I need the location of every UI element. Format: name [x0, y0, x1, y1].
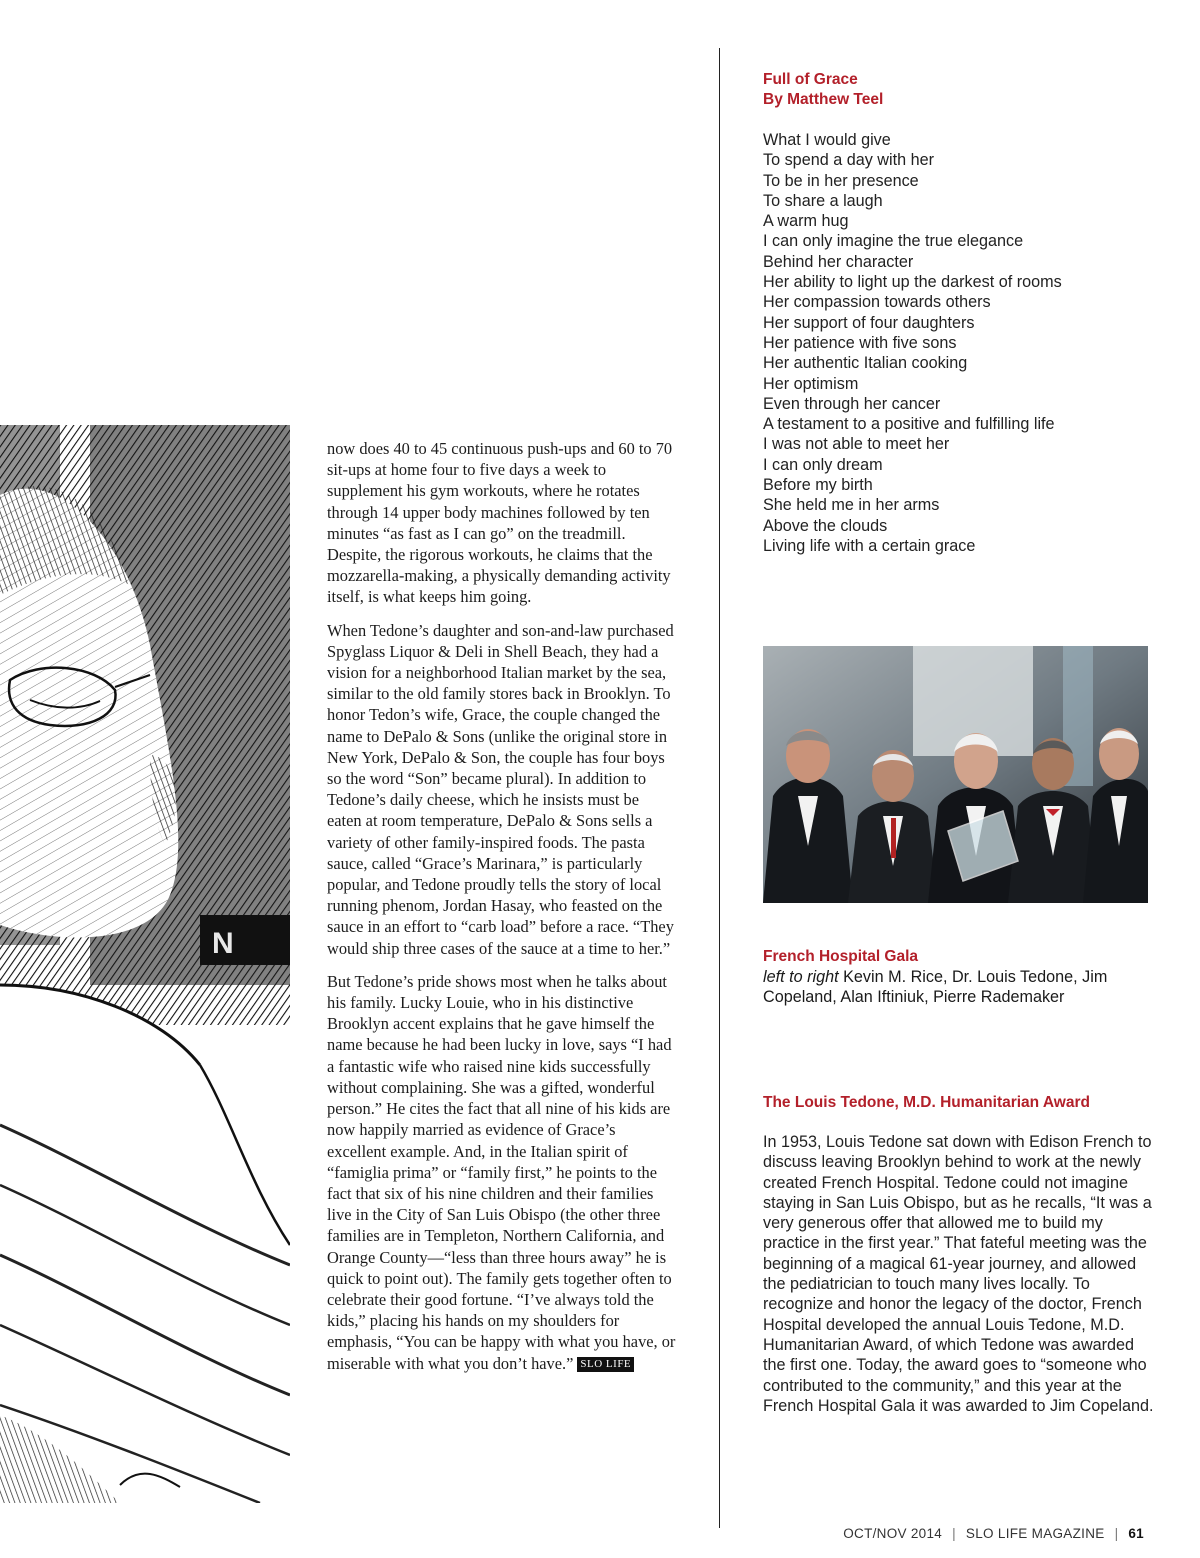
svg-text:N: N — [212, 927, 234, 960]
poem-line: I was not able to meet her — [763, 435, 950, 454]
poem-line: Even through her cancer — [763, 394, 941, 413]
slo-life-end-mark: SLO LIFE — [577, 1357, 634, 1372]
poem-line: Her support of four daughters — [763, 313, 975, 332]
poem-title: Full of Grace — [763, 71, 858, 88]
award-text: In 1953, Louis Tedone sat down with Edison French to discuss leaving Brooklyn behind to work at the newly created French Hospital. Tedone could not imagine staying in San Luis Obispo, but as he recalls, “It was a very generous offer that allowed me to build my practice in the first year.” That fateful meeting was the beginning of a magical 61-year journey, and allowed the pediatrician to touch many lives locally. To recognize and honor the legacy of the doctor, French Hospital developed the annual Louis Tedone, M.D. Humanitarian Award, of which Tedone was awarded the first one. Today, the award goes to “someone who contributed to the community,” and this year at the French Hospital Gala it was awarded to Jim Copeland. — [763, 1133, 1154, 1415]
poem-line: Her optimism — [763, 374, 859, 393]
poem-line: I can only dream — [763, 455, 883, 474]
poem-line: Behind her character — [763, 252, 914, 271]
poem-line: Her authentic Italian cooking — [763, 354, 968, 373]
photo-caption — [763, 947, 1163, 1008]
poem-line: Her compassion towards others — [763, 293, 991, 312]
poem-line: Her patience with five sons — [763, 333, 957, 352]
article-paragraph: When Tedone’s daughter and son-and-law purchased Spyglass Liquor & Deli in Shell Beach, they had a vision for a neighborhood Italian market by the sea, similar to the old family stores back in Brooklyn. To honor Tedon’s wife, Grace, the couple changed the name to DePalo & Sons (unlike the original store in New York, DePalo & Son, the couple has four boys so the word “Son” became plural). In addition to Tedone’s daily cheese, which he insists must be eaten at room temperature, DePalo & Sons sells a variety of other family-inspired foods. The pasta sauce, called “Grace’s Marinara,” is particularly popular, and Tedone proudly tells the story of local running phenom, Jordan Hasay, who feasted on the sauce in an effort to “carb load” before a race. “They would ship three cases of the sauce at a time to her.” — [327, 620, 674, 958]
photo-caption-title: French Hospital Gala — [763, 948, 919, 965]
poem-line: Above the clouds — [763, 516, 888, 535]
footer-separator: | — [952, 1526, 956, 1541]
photo-caption-names: Kevin M. Rice, Dr. Louis Tedone, Jim Copeland, Alan Iftiniuk, Pierre Rademaker — [763, 968, 1108, 1007]
footer-separator: | — [1114, 1526, 1119, 1541]
article-paragraph: now does 40 to 45 continuous push-ups and 60 to 70 sit-ups at home four to five days a week to supplement his gym workouts, where he rotates through 14 upper body machines followed by ten minutes “as fast as I can go” on the treadmill. Despite, the rigorous workouts, he claims that the mozzarella-making, a physically demanding activity itself, is what keeps him going. — [327, 439, 673, 607]
award-title: The Louis Tedone, M.D. Humanitarian Award — [763, 1094, 1090, 1111]
photo-caption-text — [763, 967, 1163, 1008]
footer-magazine: SLO LIFE MAGAZINE — [965, 1526, 1105, 1541]
page-footer — [843, 1526, 1144, 1541]
column-divider — [719, 48, 720, 1528]
award-heading — [763, 1093, 1163, 1113]
poem-line: Before my birth — [763, 476, 873, 495]
poem-header — [763, 70, 1163, 110]
portrait-sketch-illustration — [0, 425, 290, 1503]
poem-line: I can only imagine the true elegance — [763, 232, 1024, 251]
photo-caption-lead: left to right — [763, 968, 839, 986]
poem-line: To share a laugh — [763, 191, 883, 210]
article-paragraph-text: But Tedone’s pride shows most when he talks about his family. Lucky Louie, who in his distinctive Brooklyn accent explains that he gave himself the name because he had been lucky in love, says “I had a fantastic wife who raised nine kids successfully without complaining. She was a gifted, wonderful person.” He cites the fact that all nine of his kids are now happily married as evidence of Grace’s excellent example. And, in the Italian spirit of “famiglia prima” or “family first,” he points to the fact that six of his nine children and their families live in the City of San Luis Obispo (the other three families are in Templeton, Northern California, and Orange County—“less than three hours away” he is quick to point out). The family gets together often to celebrate their good fortune. “I’ve always told the kids,” placing his hands on my shoulders for emphasis, “You can be happy with what you have, or miserable with what you don’t have.” — [327, 971, 676, 1373]
poem-line: A warm hug — [763, 212, 849, 231]
article-paragraph — [327, 971, 677, 1374]
poem-line: A testament to a positive and fulfilling life — [763, 415, 1055, 434]
gala-group-photo — [763, 646, 1148, 903]
poem-line: What I would give — [763, 131, 891, 149]
poem-line: Living life with a certain grace — [763, 536, 976, 555]
poem-line: To be in her presence — [763, 171, 919, 190]
article-body-column — [327, 438, 677, 1386]
poem-byline: By Matthew Teel — [763, 91, 884, 108]
poem-line: Her ability to light up the darkest of rooms — [763, 273, 1062, 292]
page-number: 61 — [1128, 1526, 1144, 1541]
poem-line: She held me in her arms — [763, 496, 940, 515]
poem-body — [763, 130, 1163, 556]
footer-issue: OCT/NOV 2014 — [843, 1526, 943, 1541]
poem-line: To spend a day with her — [763, 151, 934, 170]
